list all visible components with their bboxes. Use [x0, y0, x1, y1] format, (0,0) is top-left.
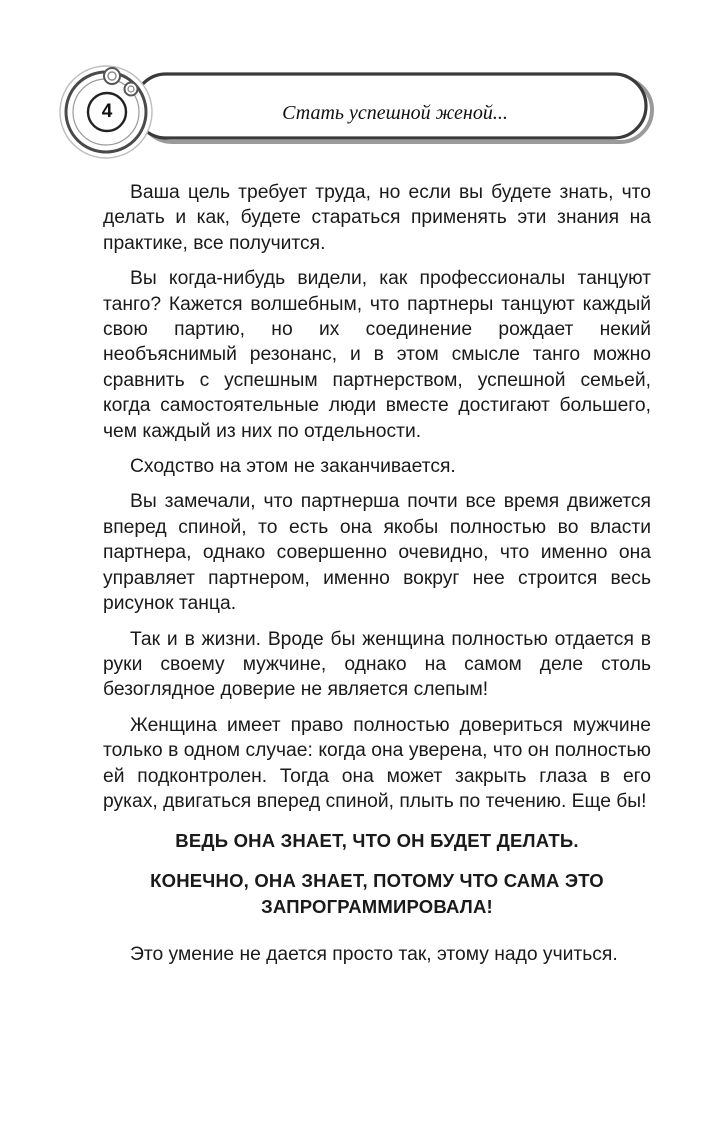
page-body [103, 180, 651, 978]
paragraph: Ваша цель требует труда, но если вы будете знать, что делать и как, будете стараться применять эти знания на практике, все получится. [103, 182, 651, 254]
paragraph: Сходство на этом не заканчивается. [130, 456, 456, 478]
header-ornament [0, 0, 709, 170]
paragraph: Вы когда-нибудь видели, как профессионалы танцуют танго? Кажется волшебным, что партнеры танцуют каждый свою партию, но их соединение рождает некий необъяснимый резонанс, и в этом смысле танго можно сравнить с успешным партнерством, успешной семьей, когда самостоятельные люди вместе достигают большего, чем каждый из них по отдельности. [103, 268, 651, 442]
emphasis-line: ВЕДЬ ОНА ЗНАЕТ, ЧТО ОН БУДЕТ ДЕЛАТЬ. [175, 830, 579, 852]
paragraph: Вы замечали, что партнерша почти все время движется вперед спиной, то есть она якобы полностью во власти партнера, однако совершенно очевидно, что именно она управляет партнером, именно вокруг нее строится весь рисунок танца. [103, 491, 651, 615]
emphasis-line: КОНЕЧНО, ОНА ЗНАЕТ, ПОТОМУ ЧТО САМА ЭТО ЗАПРОГРАММИРОВАЛА! [150, 870, 604, 918]
running-title: Стать успешной женой... [282, 102, 508, 124]
paragraph: Женщина имеет право полностью довериться мужчине только в одном случае: когда она уверена, что он полностью ей подконтролен. Тогда она может закрыть глаза в его руках, двигаться вперед спиной, плыть по течению. Еще бы! [103, 714, 651, 812]
closing-paragraph: Это умение не дается просто так, этому надо учиться. [130, 944, 618, 966]
page-number: 4 [101, 101, 113, 122]
running-header [0, 0, 709, 170]
paragraph: Так и в жизни. Вроде бы женщина полностью отдается в руки своему мужчине, однако на самом деле столь безоглядное доверие не является слепым! [103, 628, 651, 701]
